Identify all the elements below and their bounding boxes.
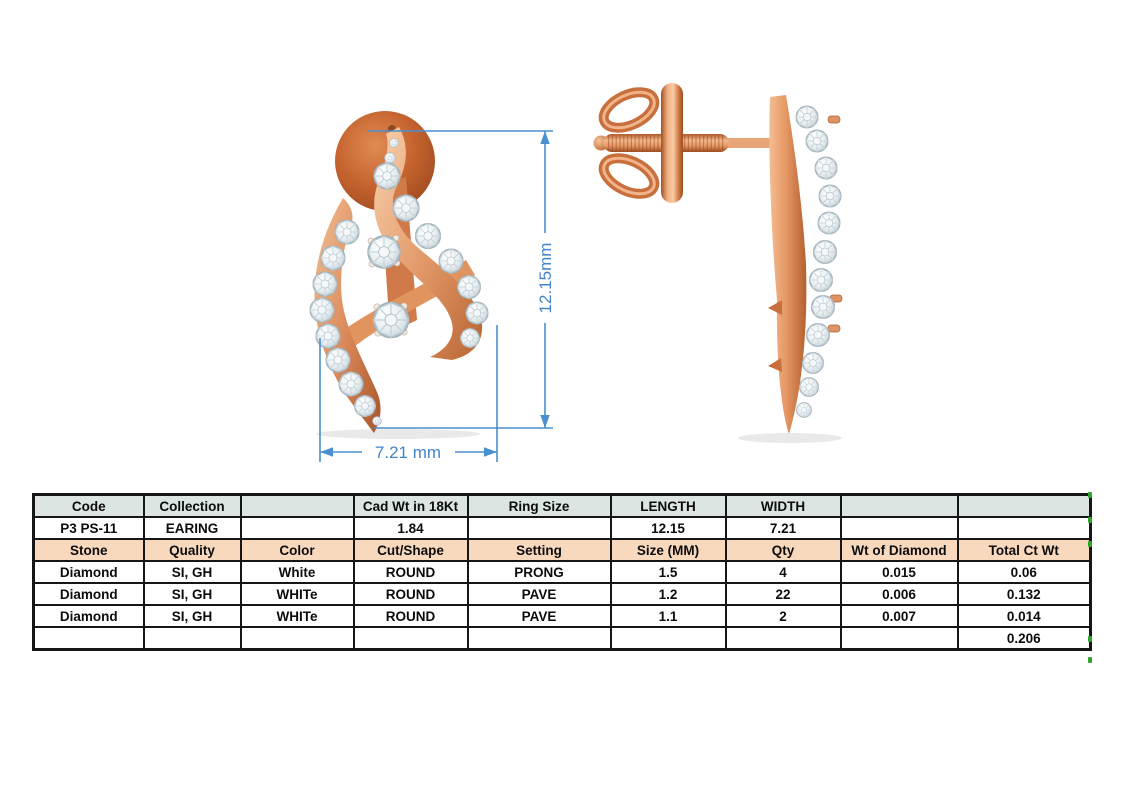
cell-stone: Diamond (34, 605, 144, 627)
spec-cell (241, 517, 354, 539)
header-length: LENGTH (611, 495, 726, 518)
spec-cell (841, 627, 958, 650)
cell-wt-of-diamond: 0.006 (841, 583, 958, 605)
table-row-header-1 (34, 495, 1091, 518)
header-quality: Quality (144, 539, 241, 561)
value-length: 12.15 (611, 517, 726, 539)
cell-marker (1088, 517, 1092, 523)
cell-setting: PAVE (468, 583, 611, 605)
header-stone: Stone (34, 539, 144, 561)
width-dimension-label: 7.21 mm (374, 443, 442, 462)
cell-size-mm: 1.1 (611, 605, 726, 627)
cell-color: White (241, 561, 354, 583)
height-dimension-label: 12.15mm (536, 242, 555, 314)
cell-quality: SI, GH (144, 605, 241, 627)
value-width: 7.21 (726, 517, 841, 539)
table-row-stone-2 (34, 583, 1091, 605)
earring-front-view (310, 111, 488, 439)
spec-cell (958, 517, 1091, 539)
front-shadow (316, 429, 480, 439)
cell-stone: Diamond (34, 561, 144, 583)
table-row-total (34, 627, 1091, 650)
earring-side-view (594, 83, 843, 443)
cell-cut-shape: ROUND (354, 583, 468, 605)
arrow-up-icon (540, 131, 549, 144)
cell-setting: PAVE (468, 605, 611, 627)
header-cad-wt: Cad Wt in 18Kt (354, 495, 468, 518)
header-total-ct-wt: Total Ct Wt (958, 539, 1091, 561)
header-qty: Qty (726, 539, 841, 561)
arrow-right-icon (484, 447, 497, 456)
table-row-stone-3 (34, 605, 1091, 627)
cell-grand-total: 0.206 (958, 627, 1091, 650)
header-wt-of-diamond: Wt of Diamond (841, 539, 958, 561)
spec-cell (144, 627, 241, 650)
cell-cut-shape: ROUND (354, 561, 468, 583)
header-setting: Setting (468, 539, 611, 561)
cell-marker (1088, 492, 1092, 498)
header-ring-size: Ring Size (468, 495, 611, 518)
arrow-down-icon (540, 415, 549, 428)
cell-qty: 4 (726, 561, 841, 583)
cell-quality: SI, GH (144, 583, 241, 605)
header-blank-1 (241, 495, 354, 518)
cell-qty: 2 (726, 605, 841, 627)
cell-marker (1088, 636, 1092, 642)
spec-cell (726, 627, 841, 650)
cell-color: WHITe (241, 605, 354, 627)
value-code: P3 PS-11 (34, 517, 144, 539)
spec-cell (241, 627, 354, 650)
cell-size-mm: 1.2 (611, 583, 726, 605)
spec-cell (841, 517, 958, 539)
back-disc-edge (661, 83, 683, 203)
value-ring-size (468, 517, 611, 539)
header-blank-2 (841, 495, 958, 518)
cell-qty: 22 (726, 583, 841, 605)
cell-total-ct-wt: 0.014 (958, 605, 1091, 627)
header-blank-3 (958, 495, 1091, 518)
table-row-product (34, 517, 1091, 539)
spec-cell (468, 627, 611, 650)
value-collection: EARING (144, 517, 241, 539)
cell-total-ct-wt: 0.132 (958, 583, 1091, 605)
header-code: Code (34, 495, 144, 518)
spec-cell (34, 627, 144, 650)
cell-cut-shape: ROUND (354, 605, 468, 627)
cell-size-mm: 1.5 (611, 561, 726, 583)
cell-stone: Diamond (34, 583, 144, 605)
cell-color: WHITe (241, 583, 354, 605)
header-cut-shape: Cut/Shape (354, 539, 468, 561)
cell-marker (1088, 657, 1092, 663)
arrow-left-icon (320, 447, 333, 456)
cell-total-ct-wt: 0.06 (958, 561, 1091, 583)
table-row-header-2 (34, 539, 1091, 561)
cell-wt-of-diamond: 0.007 (841, 605, 958, 627)
cell-quality: SI, GH (144, 561, 241, 583)
value-cad-wt: 1.84 (354, 517, 468, 539)
header-width: WIDTH (726, 495, 841, 518)
spec-table (32, 493, 1092, 651)
spec-cell (354, 627, 468, 650)
header-size-mm: Size (MM) (611, 539, 726, 561)
header-color: Color (241, 539, 354, 561)
header-collection: Collection (144, 495, 241, 518)
cell-marker (1088, 541, 1092, 547)
side-shadow (738, 433, 842, 443)
spec-cell (611, 627, 726, 650)
table-row-stone-1 (34, 561, 1091, 583)
cell-wt-of-diamond: 0.015 (841, 561, 958, 583)
cell-setting: PRONG (468, 561, 611, 583)
